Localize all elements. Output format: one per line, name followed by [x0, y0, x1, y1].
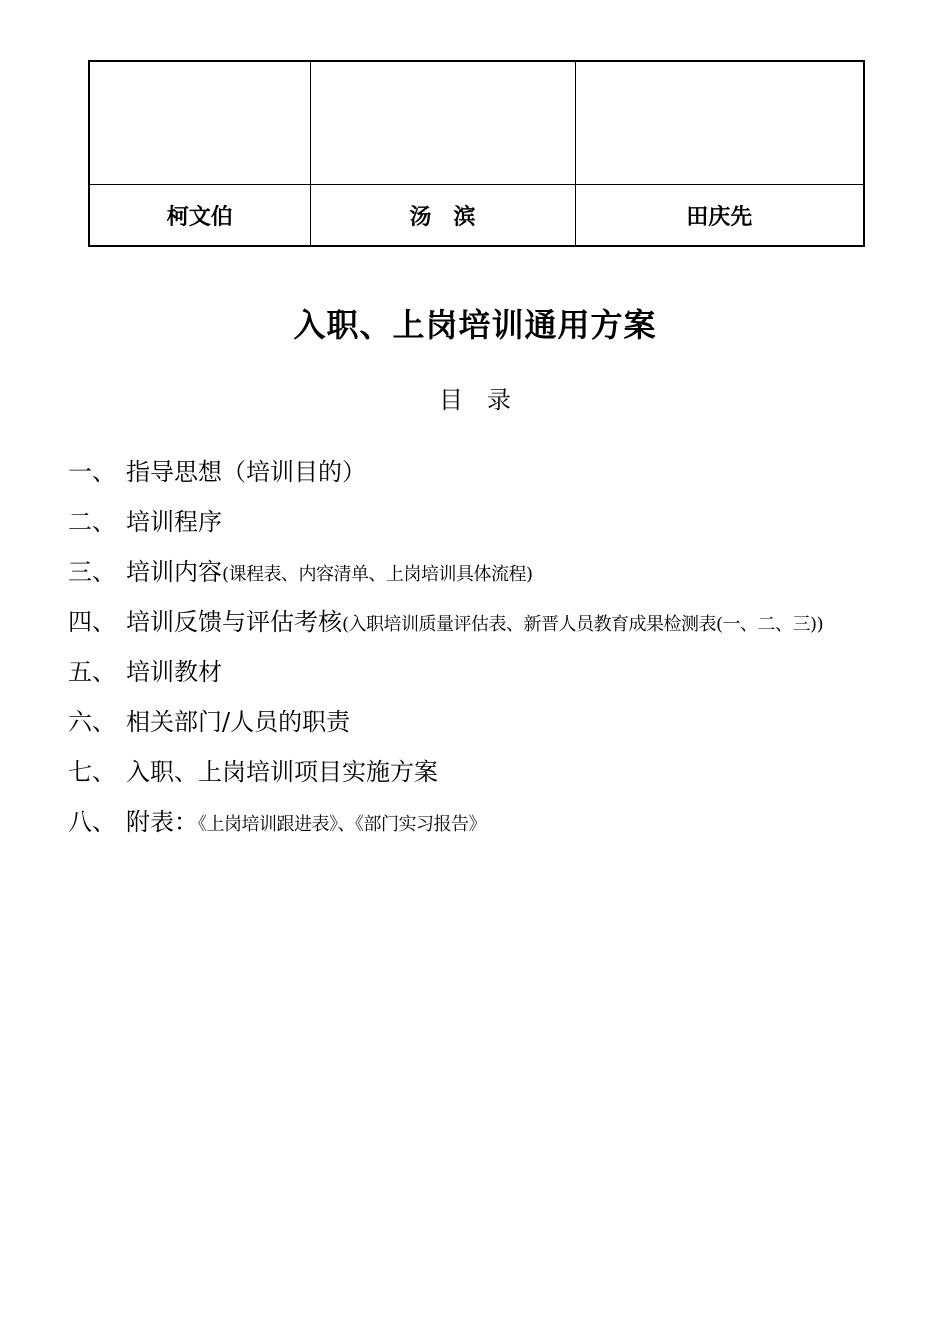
signer-name: 田庆先 [575, 185, 864, 247]
toc-item-number: 八、 [68, 808, 116, 836]
toc-item [68, 650, 938, 700]
signer-name: 柯文伯 [89, 185, 310, 247]
toc-item-text: 培训内容 [126, 558, 222, 586]
toc-item-note: (课程表、内容清单、上岗培训具体流程) [222, 564, 533, 585]
toc-item-text: 指导思想（培训目的） [126, 458, 366, 486]
toc-item-number: 三、 [68, 558, 116, 586]
toc-item [68, 600, 938, 650]
toc-item-text: 附表： [126, 808, 198, 836]
toc-item-note: 《上岗培训跟进表》、《部门实习报告》 [198, 814, 486, 835]
signature-cell [310, 61, 575, 185]
signature-table [88, 60, 865, 247]
toc-heading: 目 录 [439, 386, 511, 414]
toc-item [68, 450, 938, 500]
toc-item-note: (入职培训质量评估表、新晋人员教育成果检测表(一、二、三)) [342, 614, 824, 635]
toc-item-text: 入职、上岗培训项目实施方案 [126, 758, 438, 786]
toc-item [68, 550, 938, 600]
toc-item-number: 七、 [68, 758, 116, 786]
document-title: 入职、上岗培训通用方案 [293, 306, 657, 344]
name-row [89, 185, 864, 247]
toc-item-number: 四、 [68, 608, 116, 636]
toc-item-text: 培训教材 [126, 658, 222, 686]
table-of-contents [68, 450, 938, 850]
signer-name: 汤 滨 [310, 185, 575, 247]
toc-item [68, 500, 938, 550]
toc-item [68, 700, 938, 750]
toc-item-number: 一、 [68, 458, 116, 486]
toc-item-text: 相关部门/人员的职责 [126, 708, 351, 736]
toc-item-text: 培训反馈与评估考核 [126, 608, 342, 636]
toc-item-text: 培训程序 [126, 508, 222, 536]
toc-item-number: 二、 [68, 508, 116, 536]
signature-cell [89, 61, 310, 185]
toc-item [68, 800, 938, 850]
toc-item-number: 五、 [68, 658, 116, 686]
signature-cell [575, 61, 864, 185]
toc-item-number: 六、 [68, 708, 116, 736]
toc-item [68, 750, 938, 800]
signature-row [89, 61, 864, 185]
